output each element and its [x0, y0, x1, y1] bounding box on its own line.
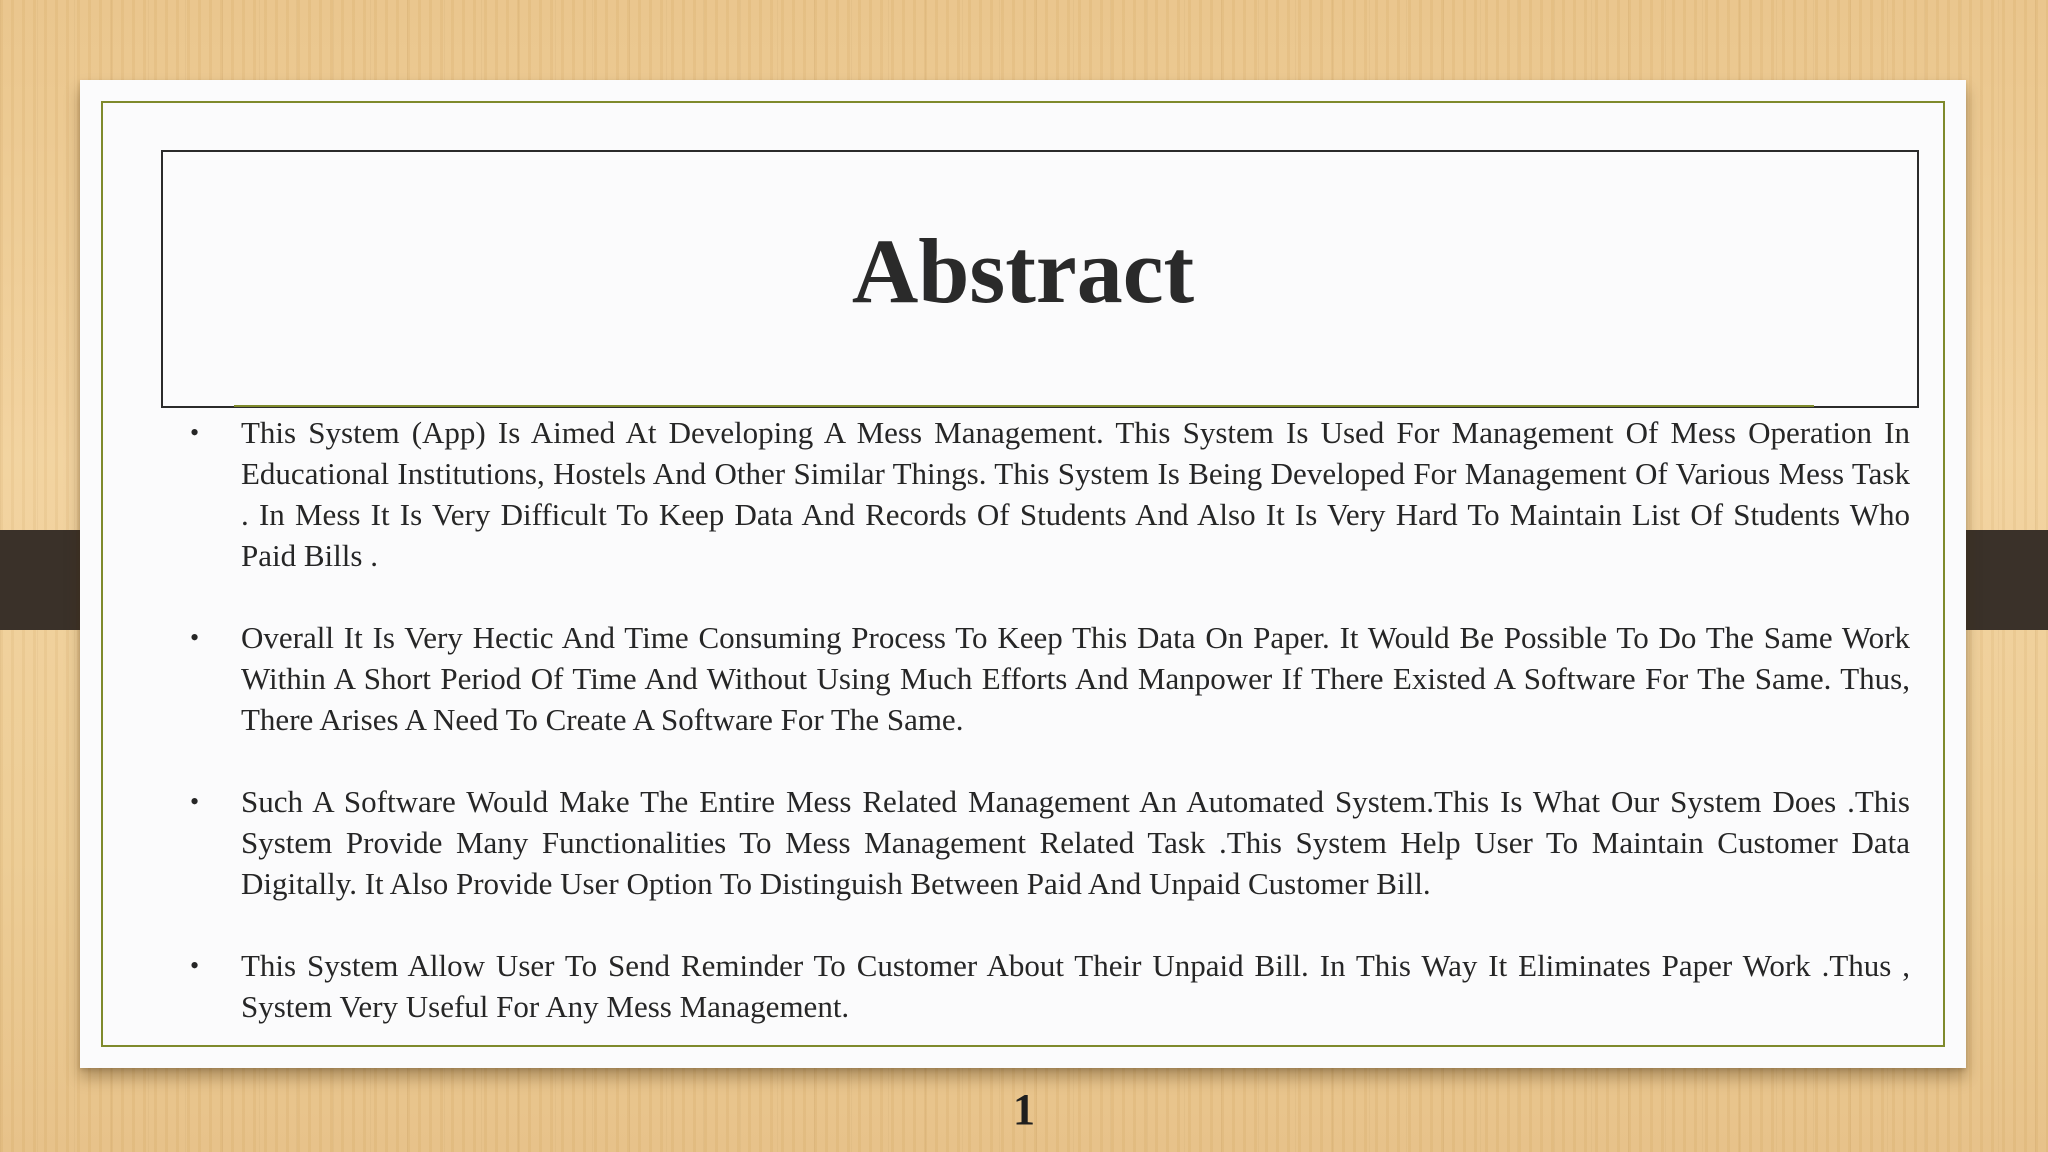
bullet-marker: •	[190, 623, 200, 652]
bullet-text: This System (App) Is Aimed At Developing A Mess Management. This System Is Used For Management Of Mess Operation In Educational Institutions, Hostels And Other Similar Things. This System Is Being Developed For Management Of Various Mess Task . In Mess It Is Very Difficult To Keep Data And Records Of Students And Also It Is Very Hard To Maintain List Of Students Who Paid Bills .	[241, 415, 1910, 573]
bullet-list	[190, 412, 1910, 1068]
bullet-text: Such A Software Would Make The Entire Mess Related Management An Automated System.This Is What Our System Does .This System Provide Many Functionalities To Mess Management Related Task .This System Help User To Maintain Customer Data Digitally. It Also Provide User Option To Distinguish Between Paid And Unpaid Customer Bill.	[241, 784, 1910, 901]
slide-title: Abstract	[851, 220, 1195, 322]
bullet-item	[190, 781, 1910, 904]
bullet-item	[190, 945, 1910, 1027]
title-underline	[234, 405, 1814, 407]
bullet-marker: •	[190, 787, 200, 816]
bullet-text: Overall It Is Very Hectic And Time Consuming Process To Keep This Data On Paper. It Would Be Possible To Do The Same Work Within A Short Period Of Time And Without Using Much Efforts And Manpower If There Existed A Software For The Same. Thus, There Arises A Need To Create A Software For The Same.	[241, 620, 1910, 737]
slide-card	[80, 80, 1966, 1068]
page-number: 1	[1013, 1085, 1035, 1134]
bullet-text: This System Allow User To Send Reminder To Customer About Their Unpaid Bill. In This Way It Eliminates Paper Work .Thus , System Very Useful For Any Mess Management.	[241, 948, 1910, 1024]
bullet-item	[190, 412, 1910, 576]
bullet-marker: •	[190, 418, 200, 447]
bullet-item	[190, 617, 1910, 740]
bullet-marker: •	[190, 951, 200, 980]
